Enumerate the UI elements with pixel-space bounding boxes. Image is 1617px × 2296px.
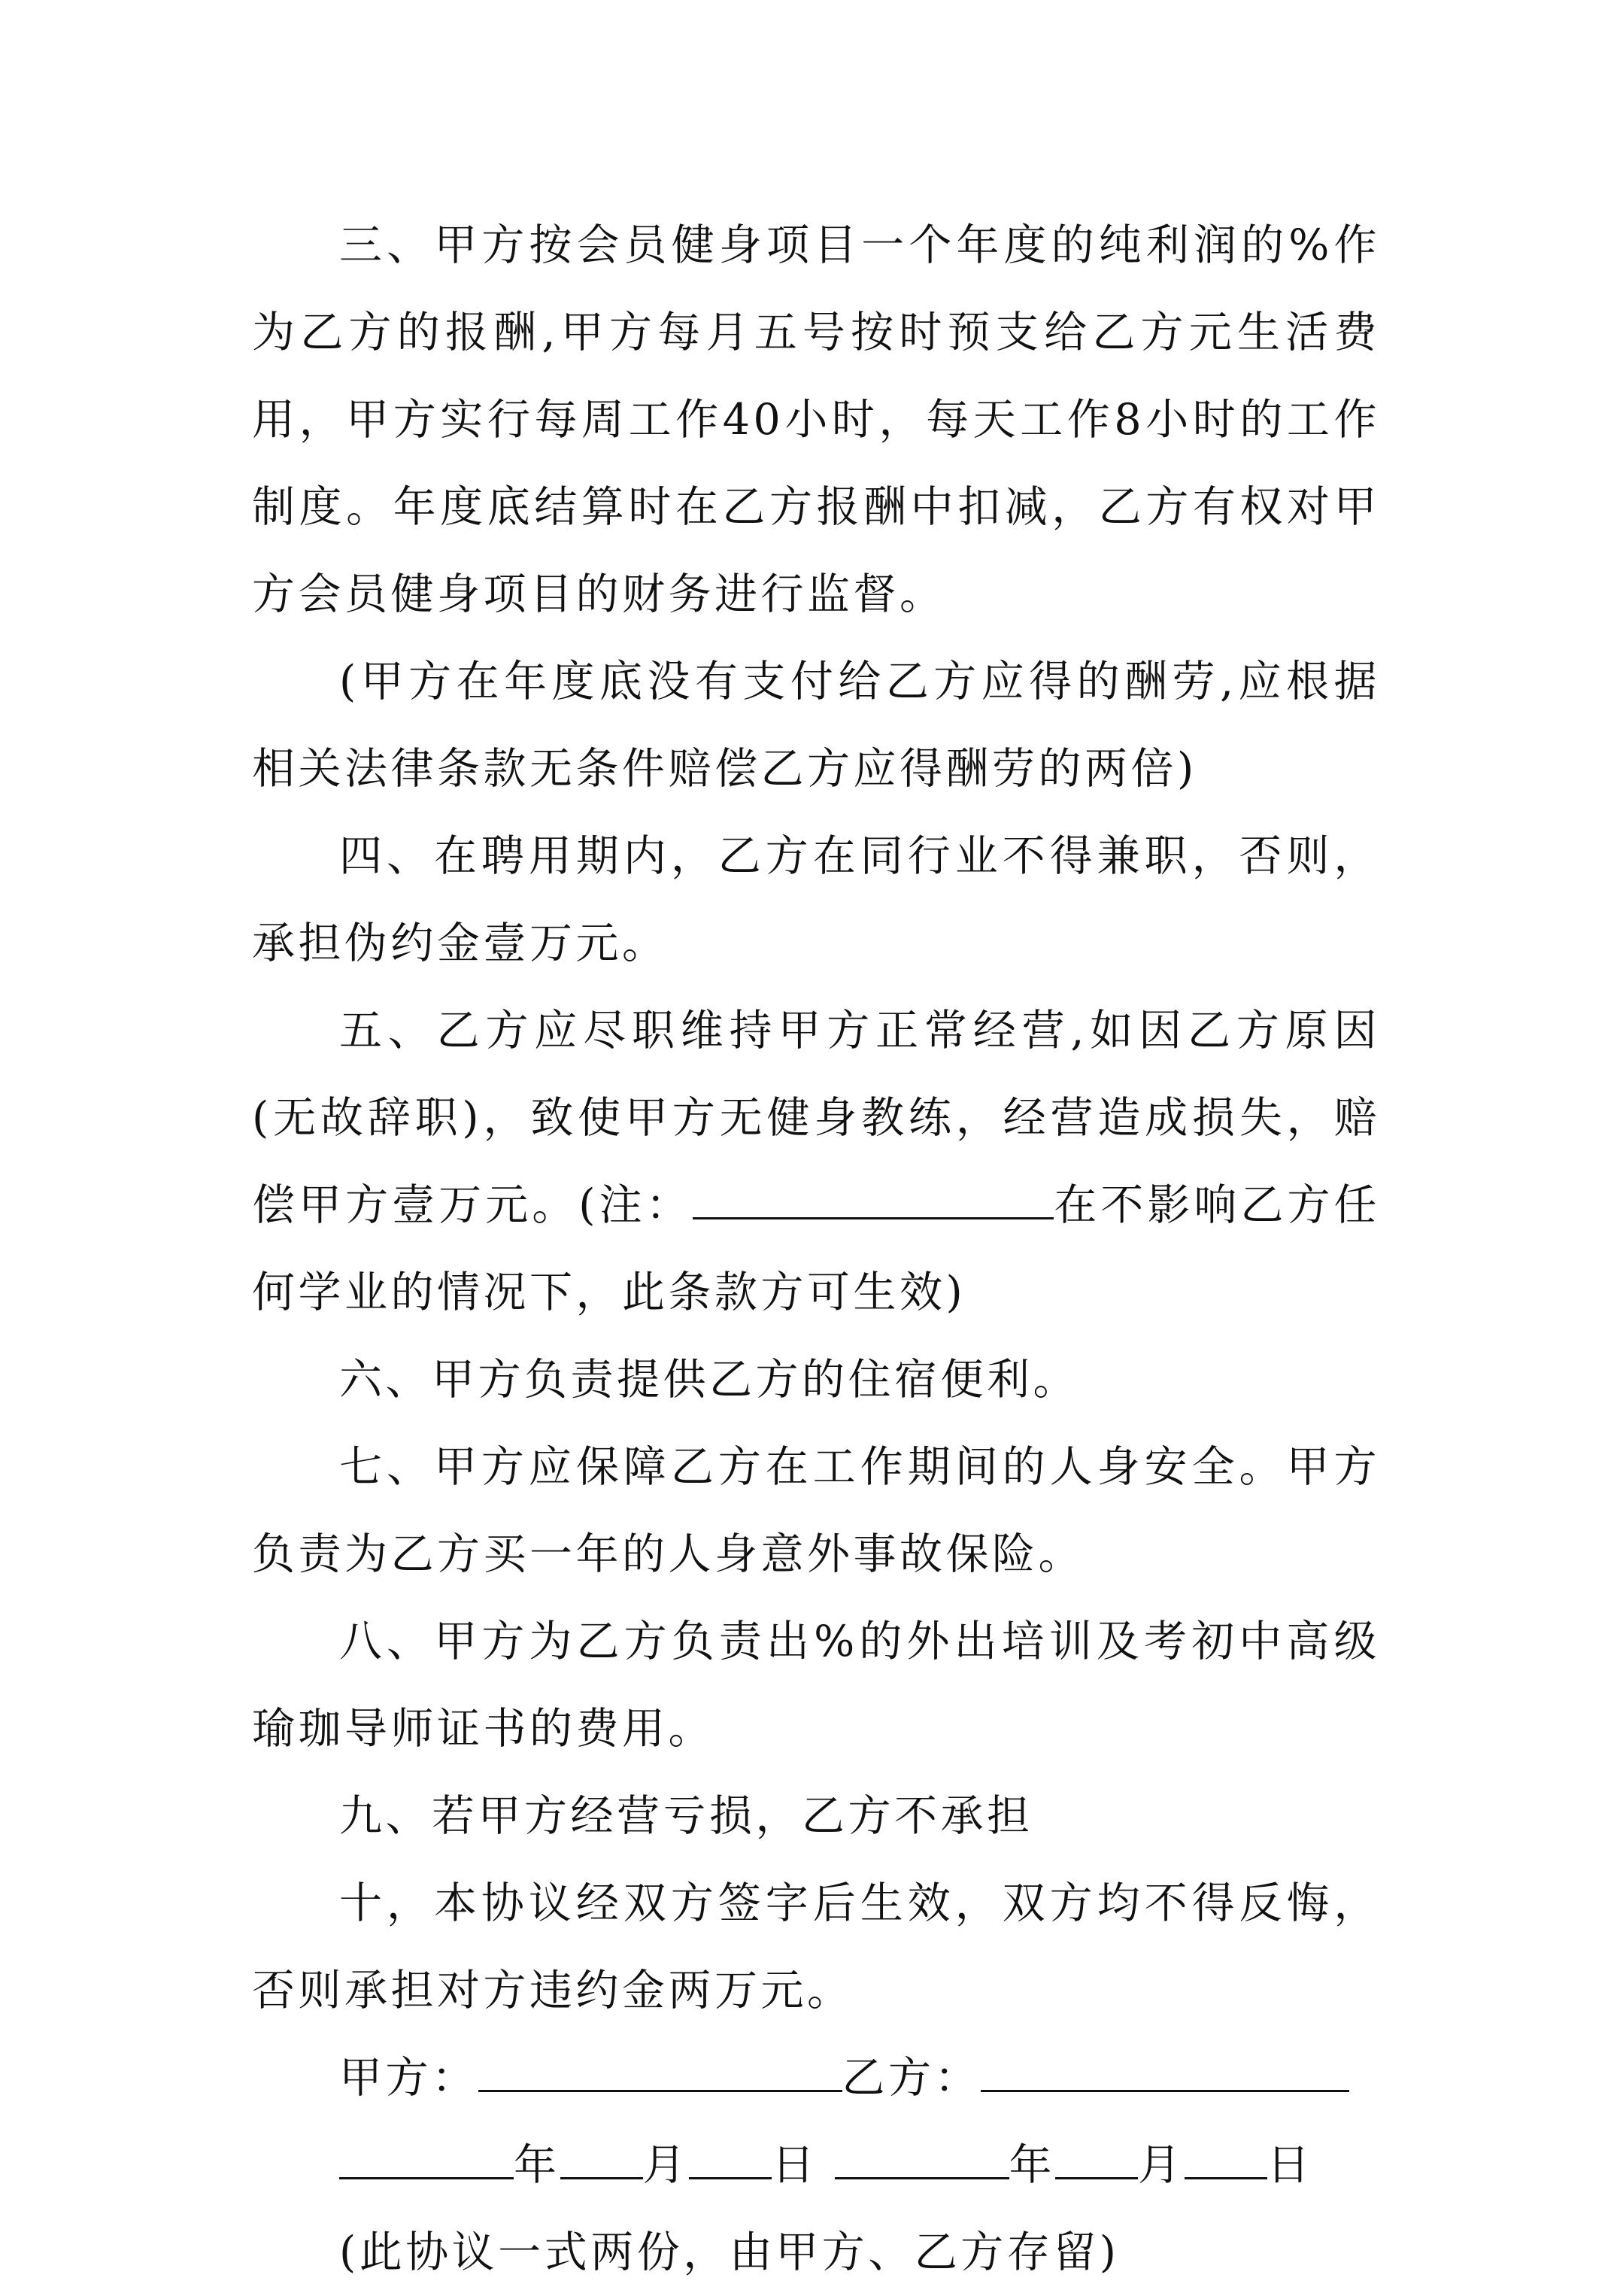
clause-5: [252, 987, 1380, 1336]
clause-4: 四、在聘用期内，乙方在同行业不得兼职，否则，承担伪约金壹万元。: [252, 831, 1380, 968]
footer-note: (此协议一式两份，由甲方、乙方存留): [339, 2228, 1120, 2277]
party-a-day-line: [689, 2134, 772, 2179]
party-a-signature-line: [478, 2046, 842, 2092]
day-label: 日: [772, 2140, 818, 2190]
month-label: 月: [1138, 2140, 1185, 2190]
clause-9: 九、若甲方经营亏损，乙方不承担: [339, 1791, 1033, 1841]
party-b-month-line: [1055, 2134, 1138, 2179]
clause-5-text-after: 在不影响乙方任何学业的情况下，此条款方可生效): [252, 1180, 1380, 1317]
party-a-year-line: [339, 2134, 514, 2179]
note-blank-line: [693, 1174, 1054, 1219]
party-a-label: 甲方：: [339, 2053, 478, 2103]
party-b-signature-line: [981, 2046, 1349, 2092]
year-label: 年: [514, 2140, 560, 2190]
clause-3: 三、甲方按会员健身项目一个年度的纯利润的%作为乙方的报酬,甲方每月五号按时预支给乙方元生活费用，甲方实行每周工作40小时，每天工作8小时的工作制度。年度底结算时在乙方报酬中扣减，乙方有权对甲方会员健身项目的财务进行监督。: [252, 220, 1380, 619]
date-row: [252, 2121, 1380, 2209]
document-page: [252, 202, 1380, 2296]
party-b-year-line: [835, 2134, 1009, 2179]
clause-7: 七、甲方应保障乙方在工作期间的人身安全。甲方负责为乙方买一年的人身意外事故保险。: [252, 1442, 1380, 1579]
day-label: 日: [1267, 2140, 1313, 2190]
party-b-label: 乙方：: [842, 2053, 981, 2103]
party-a-month-line: [560, 2134, 643, 2179]
clause-10: 十，本协议经双方签字后生效，双方均不得反悔，否则承担对方违约金两万元。: [252, 1878, 1380, 2015]
clause-8: 八、甲方为乙方负责出%的外出培训及考初中高级瑜珈导师证书的费用。: [252, 1617, 1380, 1754]
clause-5-text-before: 五、乙方应尽职维持甲方正常经营,如因乙方原因(无故辞职)，致使甲方无健身教练，经营造成损失，赔偿甲方壹万元。(注：: [252, 1006, 1380, 1230]
clause-6: 六、甲方负责提供乙方的住宿便利。: [339, 1355, 1079, 1405]
party-b-day-line: [1185, 2134, 1267, 2179]
signature-row: [252, 2034, 1380, 2121]
month-label: 月: [642, 2140, 689, 2190]
year-label: 年: [1009, 2140, 1055, 2190]
clause-3-note: (甲方在年度底没有支付给乙方应得的酬劳,应根据相关法律条款无条件赔偿乙方应得酬劳的两倍): [252, 657, 1380, 794]
